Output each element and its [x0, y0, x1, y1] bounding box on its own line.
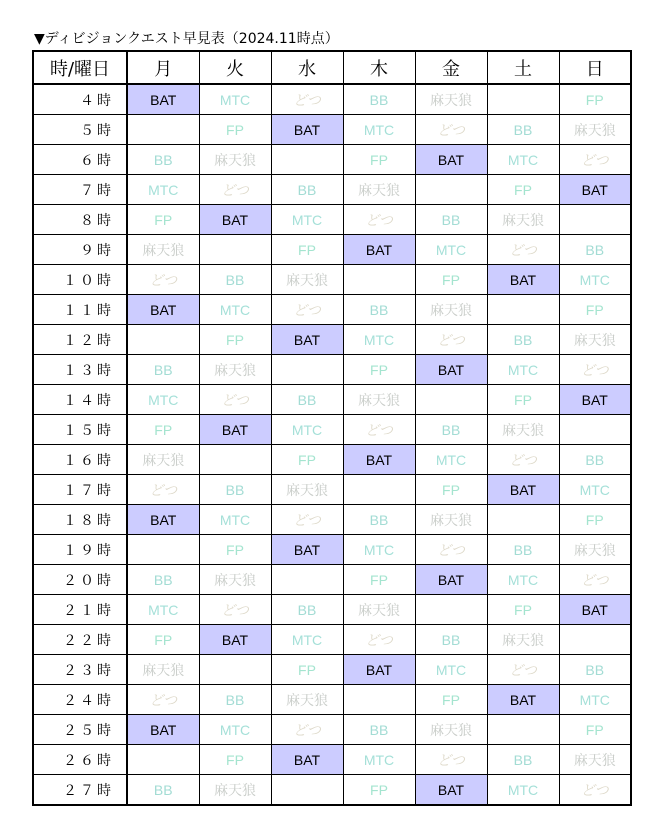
active-cell: BAT [271, 115, 343, 145]
schedule-cell: 麻天狼 [127, 655, 199, 685]
schedule-cell: 麻天狼 [487, 415, 559, 445]
hour-label: ２１時 [33, 595, 127, 625]
schedule-cell: FP [415, 265, 487, 295]
table-row [33, 84, 631, 115]
schedule-cell: どつ [487, 445, 559, 475]
schedule-cell [199, 655, 271, 685]
schedule-cell [271, 355, 343, 385]
schedule-cell: 麻天狼 [415, 505, 487, 535]
schedule-cell: 麻天狼 [415, 295, 487, 325]
active-cell: BAT [487, 685, 559, 715]
schedule-cell [271, 775, 343, 806]
schedule-cell: MTC [199, 295, 271, 325]
schedule-cell: 麻天狼 [199, 145, 271, 175]
schedule-cell: BB [487, 745, 559, 775]
hour-label: ５時 [33, 115, 127, 145]
hour-label: ２３時 [33, 655, 127, 685]
schedule-cell [127, 535, 199, 565]
schedule-cell: BB [127, 775, 199, 806]
schedule-cell [199, 445, 271, 475]
schedule-cell: どつ [127, 265, 199, 295]
schedule-cell [487, 505, 559, 535]
table-row [33, 235, 631, 265]
table-row [33, 475, 631, 505]
schedule-cell: BB [415, 205, 487, 235]
schedule-cell: MTC [559, 265, 631, 295]
hour-label: １４時 [33, 385, 127, 415]
schedule-cell [415, 385, 487, 415]
schedule-cell: FP [343, 775, 415, 806]
hour-label: ２２時 [33, 625, 127, 655]
hour-label: １３時 [33, 355, 127, 385]
active-cell: BAT [127, 715, 199, 745]
schedule-cell: 麻天狼 [559, 325, 631, 355]
active-cell: BAT [127, 505, 199, 535]
active-cell: BAT [415, 565, 487, 595]
schedule-cell: BB [343, 715, 415, 745]
schedule-cell [271, 565, 343, 595]
schedule-cell: BB [343, 84, 415, 115]
schedule-cell: どつ [271, 505, 343, 535]
table-row [33, 655, 631, 685]
schedule-cell: 麻天狼 [271, 265, 343, 295]
schedule-cell: BB [415, 625, 487, 655]
schedule-cell: FP [559, 715, 631, 745]
schedule-cell: 麻天狼 [271, 685, 343, 715]
schedule-cell [127, 325, 199, 355]
hour-label: １７時 [33, 475, 127, 505]
hour-label: １８時 [33, 505, 127, 535]
schedule-cell [343, 265, 415, 295]
schedule-cell: どつ [343, 205, 415, 235]
schedule-cell: BB [487, 115, 559, 145]
schedule-cell [415, 175, 487, 205]
schedule-cell: MTC [415, 655, 487, 685]
header-day-mon: 月 [127, 51, 199, 84]
schedule-cell: MTC [199, 505, 271, 535]
schedule-cell: BB [559, 655, 631, 685]
schedule-cell: BB [199, 685, 271, 715]
active-cell: BAT [415, 355, 487, 385]
table-row [33, 325, 631, 355]
schedule-cell: 麻天狼 [127, 445, 199, 475]
hour-label: １０時 [33, 265, 127, 295]
schedule-cell: MTC [559, 685, 631, 715]
schedule-cell: BB [487, 325, 559, 355]
schedule-cell: MTC [415, 235, 487, 265]
hour-label: １５時 [33, 415, 127, 445]
table-row [33, 175, 631, 205]
table-row [33, 565, 631, 595]
hour-label: ２７時 [33, 775, 127, 806]
schedule-cell: どつ [559, 775, 631, 806]
hour-label: ２４時 [33, 685, 127, 715]
schedule-cell [487, 295, 559, 325]
schedule-cell: BB [415, 415, 487, 445]
schedule-cell: 麻天狼 [487, 625, 559, 655]
schedule-cell: どつ [487, 655, 559, 685]
header-day-tue: 火 [199, 51, 271, 84]
schedule-cell: MTC [127, 595, 199, 625]
schedule-table [32, 50, 632, 806]
active-cell: BAT [127, 295, 199, 325]
schedule-cell: FP [343, 145, 415, 175]
active-cell: BAT [271, 745, 343, 775]
schedule-cell: MTC [271, 205, 343, 235]
schedule-cell [199, 235, 271, 265]
schedule-cell: 麻天狼 [271, 475, 343, 505]
schedule-cell: どつ [343, 415, 415, 445]
schedule-cell: FP [343, 355, 415, 385]
schedule-cell: 麻天狼 [127, 235, 199, 265]
schedule-cell: BB [343, 295, 415, 325]
schedule-cell: MTC [343, 325, 415, 355]
schedule-cell: FP [271, 655, 343, 685]
active-cell: BAT [415, 775, 487, 806]
schedule-cell: どつ [415, 325, 487, 355]
table-row [33, 685, 631, 715]
active-cell: BAT [415, 145, 487, 175]
schedule-cell: BB [271, 175, 343, 205]
schedule-cell: FP [487, 595, 559, 625]
schedule-cell: MTC [199, 84, 271, 115]
schedule-cell: 麻天狼 [487, 205, 559, 235]
header-day-fri: 金 [415, 51, 487, 84]
hour-label: ２０時 [33, 565, 127, 595]
header-corner: 時/曜日 [33, 51, 127, 84]
schedule-cell: MTC [487, 355, 559, 385]
hour-label: ４時 [33, 84, 127, 115]
active-cell: BAT [559, 385, 631, 415]
schedule-cell: どつ [271, 84, 343, 115]
schedule-cell [559, 415, 631, 445]
active-cell: BAT [487, 265, 559, 295]
active-cell: BAT [343, 235, 415, 265]
table-row [33, 145, 631, 175]
table-row [33, 205, 631, 235]
schedule-cell: MTC [343, 535, 415, 565]
hour-label: ７時 [33, 175, 127, 205]
hour-label: ２５時 [33, 715, 127, 745]
schedule-cell: FP [127, 415, 199, 445]
schedule-cell: どつ [271, 715, 343, 745]
schedule-cell [559, 205, 631, 235]
schedule-cell: MTC [127, 175, 199, 205]
table-row [33, 385, 631, 415]
header-day-sat: 土 [487, 51, 559, 84]
schedule-cell [343, 475, 415, 505]
active-cell: BAT [343, 655, 415, 685]
schedule-cell [559, 625, 631, 655]
schedule-cell: FP [415, 685, 487, 715]
hour-label: １６時 [33, 445, 127, 475]
schedule-cell: FP [127, 205, 199, 235]
schedule-cell: BB [127, 145, 199, 175]
schedule-cell: FP [271, 235, 343, 265]
schedule-cell: FP [343, 565, 415, 595]
schedule-cell: 麻天狼 [343, 385, 415, 415]
schedule-cell [487, 84, 559, 115]
active-cell: BAT [199, 205, 271, 235]
schedule-cell: BB [127, 355, 199, 385]
schedule-cell: どつ [487, 235, 559, 265]
schedule-cell: 麻天狼 [343, 175, 415, 205]
schedule-cell: MTC [271, 625, 343, 655]
active-cell: BAT [559, 595, 631, 625]
schedule-cell: 麻天狼 [343, 595, 415, 625]
active-cell: BAT [487, 475, 559, 505]
schedule-cell: BB [487, 535, 559, 565]
schedule-cell: 麻天狼 [415, 715, 487, 745]
schedule-cell: どつ [559, 565, 631, 595]
table-row [33, 625, 631, 655]
table-row [33, 775, 631, 806]
hour-label: １２時 [33, 325, 127, 355]
active-cell: BAT [127, 84, 199, 115]
table-row [33, 595, 631, 625]
schedule-cell: BB [127, 565, 199, 595]
schedule-cell: FP [559, 84, 631, 115]
schedule-cell: FP [271, 445, 343, 475]
schedule-cell: どつ [415, 745, 487, 775]
table-row [33, 445, 631, 475]
schedule-cell [487, 715, 559, 745]
schedule-cell: FP [127, 625, 199, 655]
schedule-cell [271, 145, 343, 175]
schedule-cell: どつ [415, 535, 487, 565]
schedule-cell: MTC [415, 445, 487, 475]
schedule-cell: BB [199, 265, 271, 295]
schedule-cell: BB [559, 235, 631, 265]
hour-label: ８時 [33, 205, 127, 235]
schedule-cell: どつ [415, 115, 487, 145]
schedule-cell: どつ [199, 175, 271, 205]
active-cell: BAT [559, 175, 631, 205]
schedule-cell: どつ [199, 385, 271, 415]
header-day-sun: 日 [559, 51, 631, 84]
table-row [33, 535, 631, 565]
schedule-cell: FP [487, 385, 559, 415]
page-title: ▼ディビジョンクエスト早見表（2024.11時点） [34, 31, 339, 47]
schedule-cell: MTC [559, 475, 631, 505]
active-cell: BAT [271, 535, 343, 565]
schedule-cell: 麻天狼 [559, 745, 631, 775]
table-row [33, 745, 631, 775]
header-day-wed: 水 [271, 51, 343, 84]
schedule-cell: どつ [559, 355, 631, 385]
schedule-cell: BB [343, 505, 415, 535]
schedule-cell: どつ [559, 145, 631, 175]
table-row [33, 295, 631, 325]
schedule-cell: 麻天狼 [199, 565, 271, 595]
hour-label: １９時 [33, 535, 127, 565]
schedule-cell: どつ [127, 685, 199, 715]
table-row [33, 355, 631, 385]
schedule-cell: FP [487, 175, 559, 205]
schedule-cell [127, 115, 199, 145]
schedule-cell: 麻天狼 [199, 355, 271, 385]
schedule-cell: MTC [199, 715, 271, 745]
schedule-cell: BB [271, 595, 343, 625]
schedule-cell: 麻天狼 [415, 84, 487, 115]
schedule-cell: どつ [343, 625, 415, 655]
active-cell: BAT [343, 445, 415, 475]
schedule-cell: MTC [271, 415, 343, 445]
schedule-cell [415, 595, 487, 625]
schedule-cell: MTC [127, 385, 199, 415]
active-cell: BAT [199, 625, 271, 655]
schedule-cell: MTC [487, 145, 559, 175]
schedule-cell: どつ [271, 295, 343, 325]
schedule-cell: FP [199, 535, 271, 565]
hour-label: ２６時 [33, 745, 127, 775]
schedule-cell [127, 745, 199, 775]
schedule-cell: 麻天狼 [559, 115, 631, 145]
schedule-cell: MTC [343, 745, 415, 775]
header-row [33, 51, 631, 84]
schedule-cell: MTC [487, 565, 559, 595]
table-row [33, 115, 631, 145]
table-row [33, 265, 631, 295]
active-cell: BAT [271, 325, 343, 355]
table-row [33, 715, 631, 745]
schedule-cell: FP [415, 475, 487, 505]
active-cell: BAT [199, 415, 271, 445]
schedule-cell: BB [271, 385, 343, 415]
schedule-cell: FP [199, 325, 271, 355]
schedule-cell: FP [559, 505, 631, 535]
hour-label: ６時 [33, 145, 127, 175]
hour-label: １１時 [33, 295, 127, 325]
schedule-cell: どつ [199, 595, 271, 625]
schedule-cell: MTC [343, 115, 415, 145]
schedule-cell [343, 685, 415, 715]
schedule-cell: FP [199, 745, 271, 775]
schedule-cell: BB [199, 475, 271, 505]
header-day-thu: 木 [343, 51, 415, 84]
schedule-cell: MTC [487, 775, 559, 806]
schedule-cell: どつ [127, 475, 199, 505]
schedule-cell: 麻天狼 [199, 775, 271, 806]
table-row [33, 415, 631, 445]
table-row [33, 505, 631, 535]
schedule-cell: 麻天狼 [559, 535, 631, 565]
schedule-cell: BB [559, 445, 631, 475]
hour-label: ９時 [33, 235, 127, 265]
schedule-cell: FP [559, 295, 631, 325]
schedule-cell: FP [199, 115, 271, 145]
